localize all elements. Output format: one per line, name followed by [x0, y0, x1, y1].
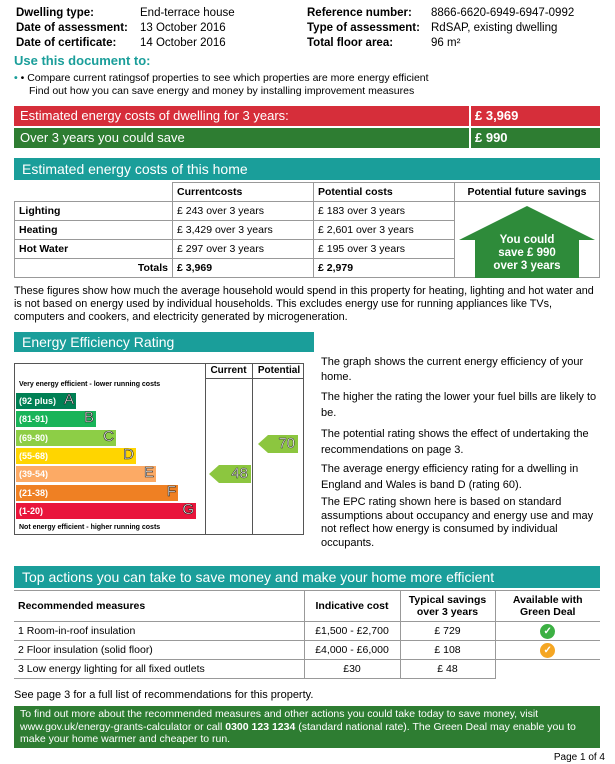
rating-col-current: Current [210, 365, 247, 376]
col-typical-savings-header: Typical savings over 3 years [400, 591, 495, 622]
table-row [14, 622, 600, 641]
potential-rating-arrow: 70 [268, 435, 298, 453]
band-range: (39-54) [19, 469, 49, 480]
use-doc-title: Use this document to: [14, 53, 151, 68]
see-page-note: See page 3 for a full list of recommendations for this property. [14, 689, 314, 701]
certificate-date-label: Date of certificate: [16, 37, 117, 49]
measure-name: 1 Room-in-roof insulation [14, 622, 304, 641]
measure-saving: £ 729 [400, 622, 495, 641]
reference-label: Reference number: [307, 7, 412, 19]
row-potential: £ 195 over 3 years [314, 240, 455, 259]
measure-saving: £ 48 [400, 660, 495, 679]
col-savings-header: Potential future savings [455, 183, 600, 202]
table-row [14, 641, 600, 660]
assessment-type-label: Type of assessment: [307, 22, 420, 34]
col-green-deal-header: Available with Green Deal [495, 591, 600, 622]
savings-line1: You could [499, 234, 555, 246]
rating-band-f [16, 482, 178, 501]
rating-band-g [16, 500, 196, 519]
savings-line3: over 3 years [493, 260, 561, 272]
certificate-date-value: 14 October 2016 [140, 37, 226, 49]
rating-band-b [16, 411, 96, 427]
band-letter: B [83, 409, 94, 427]
table-row [15, 202, 600, 221]
row-current: £ 297 over 3 years [173, 240, 314, 259]
footer-box [14, 706, 600, 748]
costs-table [14, 182, 600, 278]
bullet-icon: • [14, 72, 18, 84]
row-label: Hot Water [15, 240, 173, 259]
rating-text1: The graph shows the current energy efficiency of your home. [321, 356, 584, 383]
floor-area-label: Total floor area: [307, 37, 394, 49]
footer-text-a: To find out more about the recommended measures and other actions you could take today to save money, visit www.gov.uk/energy-grants-calculator or call [20, 708, 539, 733]
band-range: (69-80) [19, 432, 49, 443]
floor-area-value: 96 m² [431, 37, 461, 49]
col-cost-header: Indicative cost [304, 591, 400, 622]
totals-current: £ 3,969 [173, 259, 314, 278]
col-current-header: Currentcosts [173, 183, 314, 202]
rating-text5: The EPC rating shown here is based on standard assumptions about occupancy and energy use and may not reflect how energy is consumed by individual occupants. [321, 496, 594, 549]
use-doc-list [14, 72, 429, 98]
green-deal-check-icon: ✓ [540, 624, 555, 639]
rating-title: Energy Efficiency Rating [14, 332, 314, 352]
footer-phone: 0300 123 1234 [225, 720, 296, 733]
band-range: (1-20) [19, 505, 44, 516]
costs-title: Estimated energy costs of this home [14, 158, 600, 180]
table-row [14, 660, 600, 679]
rating-bottom-note: Not energy efficient - higher running costs [19, 524, 161, 531]
band-letter: G [182, 500, 194, 518]
rating-text4: The average energy efficiency rating for a dwelling in England and Wales is band D (rating 60). [321, 463, 579, 491]
row-label: Lighting [15, 202, 173, 221]
rating-band-c [16, 427, 116, 446]
rating-top-note: Very energy efficient - lower running costs [19, 381, 161, 388]
band-letter: E [143, 464, 154, 482]
measure-name: 2 Floor insulation (solid floor) [14, 641, 304, 660]
assessment-type-value: RdSAP, existing dwelling [431, 22, 558, 34]
use-doc-line2: Find out how you can save energy and money by installing improvement measures [29, 85, 415, 97]
rating-band-e [16, 466, 156, 482]
band-letter: D [123, 445, 134, 463]
row-current: £ 3,429 over 3 years [173, 221, 314, 240]
assessment-date-value: 13 October 2016 [140, 22, 226, 34]
header-left [16, 6, 306, 51]
save-bar-value: £ 990 [471, 128, 600, 148]
totals-potential: £ 2,979 [314, 259, 455, 278]
measure-cost: £4,000 - £6,000 [304, 641, 400, 660]
band-letter: C [103, 427, 114, 445]
measure-cost: £30 [304, 660, 400, 679]
band-letter: F [166, 482, 176, 500]
actions-table [14, 590, 600, 679]
save-bar-label: Over 3 years you could save [14, 128, 469, 148]
rating-text [321, 355, 601, 550]
rating-band-a [16, 393, 76, 409]
rating-col-potential: Potential [257, 365, 301, 376]
row-potential: £ 2,601 over 3 years [314, 221, 455, 240]
dwelling-type-label: Dwelling type: [16, 7, 94, 19]
col-potential-header: Potential costs [314, 183, 455, 202]
assessment-date-label: Date of assessment: [16, 22, 128, 34]
rating-text3: The potential rating shows the effect of undertaking the recommendations on page 3. [321, 428, 589, 456]
col-measures-header: Recommended measures [14, 591, 304, 622]
actions-title: Top actions you can take to save money and make your home more efficient [14, 566, 600, 588]
header-right [307, 6, 607, 51]
costs-note: These figures show how much the average household would spend in this property for heating, lighting and hot water and is not based on energy used by individual households. This excludes energy use for running appliances like TVs, computers and cookers, and electricity generated by microgeneration. [14, 285, 594, 323]
green-deal-check-icon: ✓ [540, 643, 555, 658]
measure-name: 3 Low energy lighting for all fixed outlets [14, 660, 304, 679]
footer-text-b: (standard national rate). The Green Deal may enable you to make your home warmer and cheaper to run. [20, 720, 576, 745]
band-range: (55-68) [19, 450, 49, 461]
band-range: (81-91) [19, 414, 49, 425]
rating-text2: The higher the rating the lower your fuel bills are likely to be. [321, 391, 597, 419]
savings-cell [455, 202, 600, 278]
row-potential: £ 183 over 3 years [314, 202, 455, 221]
rating-band-d [16, 445, 136, 464]
band-letter: A [63, 391, 74, 408]
reference-value: 8866-6620-6949-6947-0992 [431, 7, 575, 19]
cost-bar-value: £ 3,969 [471, 106, 600, 126]
current-rating-arrow: 48 [219, 465, 251, 483]
row-label: Heating [15, 221, 173, 240]
measure-cost: £1,500 - £2,700 [304, 622, 400, 641]
dwelling-type-value: End-terrace house [140, 7, 235, 19]
totals-label: Totals [15, 259, 173, 278]
measure-saving: £ 108 [400, 641, 495, 660]
cost-bar-label: Estimated energy costs of dwelling for 3 years: [14, 106, 469, 126]
band-range: (21-38) [19, 487, 49, 498]
row-current: £ 243 over 3 years [173, 202, 314, 221]
use-doc-line1: • Compare current ratingsof properties to see which properties are more energy efficient [20, 72, 429, 84]
page-number: Page 1 of 4 [553, 752, 605, 763]
band-range: (92 plus) [19, 396, 57, 406]
savings-line2: save £ 990 [498, 247, 556, 259]
